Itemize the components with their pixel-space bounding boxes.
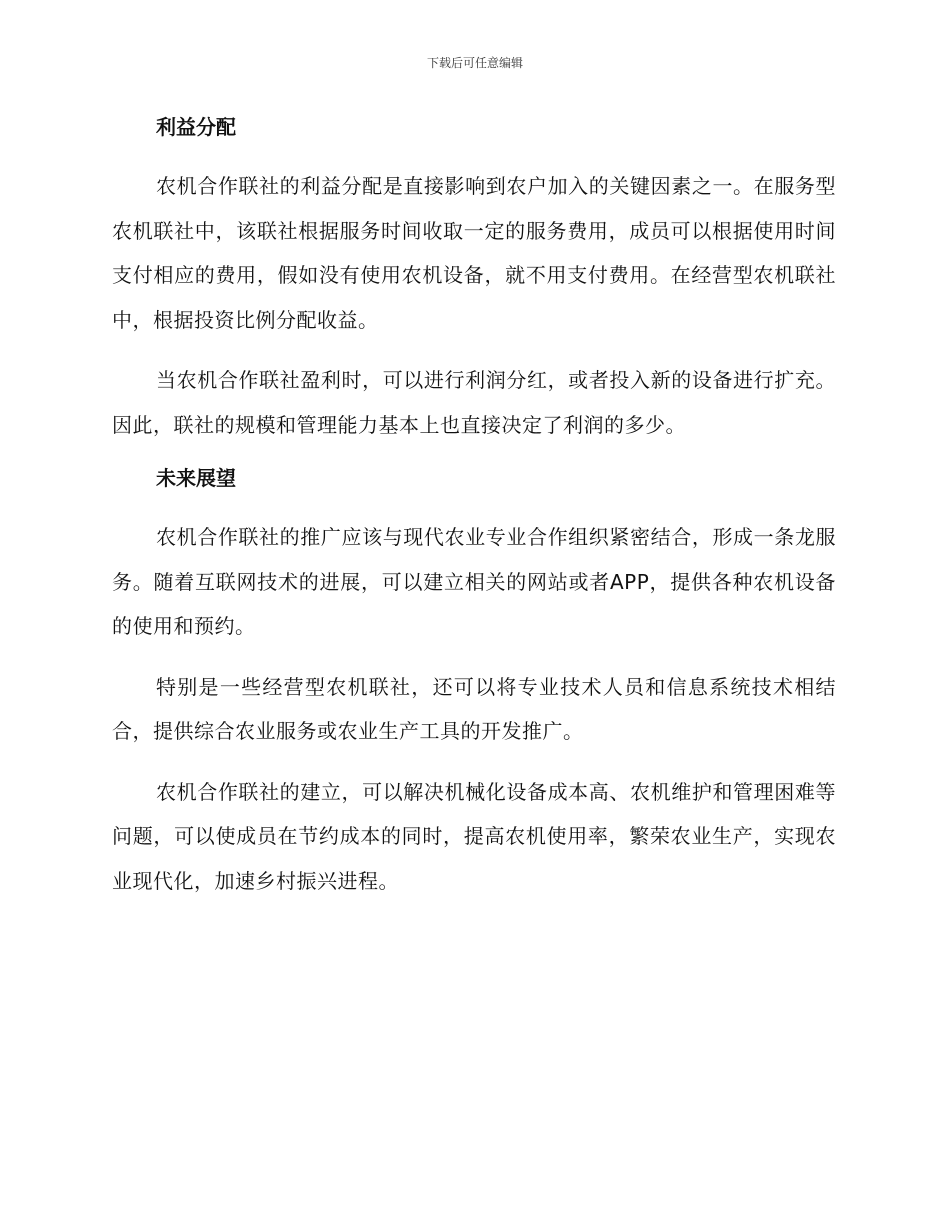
paragraph: 特别是一些经营型农机联社，还可以将专业技术人员和信息系统技术相结合，提供综合农业服务或农业生产工具的开发推广。 bbox=[112, 674, 836, 743]
page-header-note: 下载后可任意编辑 bbox=[426, 56, 523, 70]
paragraph: 农机合作联社的利益分配是直接影响到农户加入的关键因素之一。在服务型农机联社中，该联社根据服务时间收取一定的服务费用，成员可以根据使用时间支付相应的费用，假如没有使用农机设备，就不用支付费用。在经营型农机联社中，根据投资比例分配收益。 bbox=[112, 174, 836, 332]
document-body bbox=[112, 112, 836, 919]
paragraph: 农机合作联社的建立，可以解决机械化设备成本高、农机维护和管理困难等问题，可以使成员在节约成本的同时，提高农机使用率，繁荣农业生产，实现农业现代化，加速乡村振兴进程。 bbox=[112, 779, 836, 893]
section-future-outlook bbox=[112, 463, 836, 903]
section-heading: 利益分配 bbox=[156, 115, 236, 139]
section-heading: 未来展望 bbox=[156, 466, 236, 490]
section-profit-distribution bbox=[112, 112, 836, 447]
paragraph: 农机合作联社的推广应该与现代农业专业合作组织紧密结合，形成一条龙服务。随着互联网技术的进展，可以建立相关的网站或者APP，提供各种农机设备的使用和预约。 bbox=[112, 525, 836, 638]
paragraph: 当农机合作联社盈利时，可以进行利润分红，或者投入新的设备进行扩充。因此，联社的规模和管理能力基本上也直接决定了利润的多少。 bbox=[112, 368, 836, 437]
